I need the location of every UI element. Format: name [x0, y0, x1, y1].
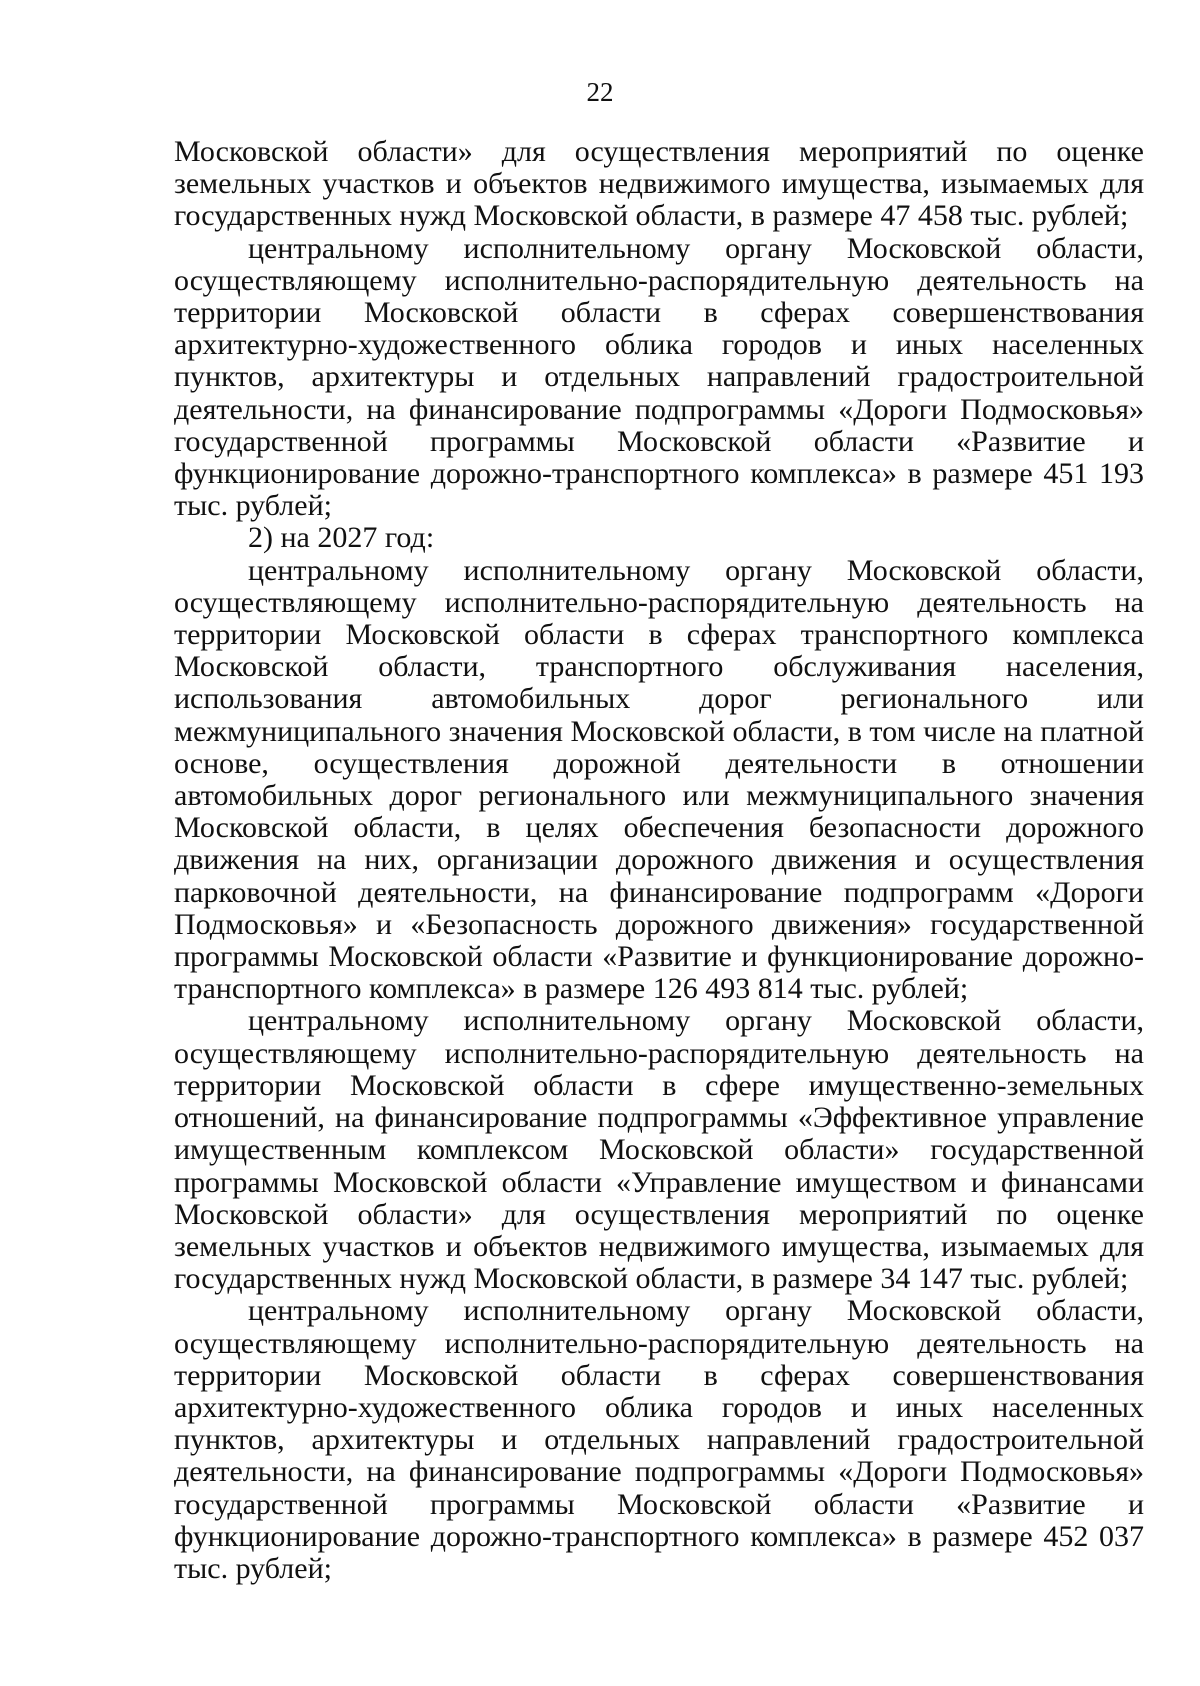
document-body	[174, 136, 1144, 1585]
page-number: 22	[586, 77, 614, 107]
paragraph-year-heading: 2) на 2027 год:	[248, 521, 435, 555]
paragraph-architecture-2026: центральному исполнительному органу Московской области, осуществляющему исполнительно-распорядительную деятельность на территории Московской области в сферах совершенствования архитектурно-художественного облика городов и иных населенных пунктов, архитектуры и отдельных направлений градостроительной деятельности, на финансирование подпрограммы «Дороги Подмосковья» государственной программы Московской области «Развитие и функционирование дорожно-транспортного комплекса» в размере 451 193 тыс. рублей;	[174, 231, 1144, 523]
paragraph-transport-2027: центральному исполнительному органу Московской области, осуществляющему исполнительно-распорядительную деятельность на территории Московской области в сферах транспортного комплекса Московской области, транспортного обслуживания населения, использования автомобильных дорог регионального или межмуниципального значения Московской области, в том числе на платной основе, осуществления дорожной деятельности в отношении автомобильных дорог регионального или межмуниципального значения Московской области, в целях обеспечения безопасности дорожного движения на них, организации дорожного движения и осуществления парковочной деятельности, на финансирование подпрограмм «Дороги Подмосковья» и «Безопасность дорожного движения» государственной программы Московской области «Развитие и функционирование дорожно-транспортного комплекса» в размере 126 493 814 тыс. рублей;	[174, 553, 1144, 1006]
paragraph-architecture-2027: центральному исполнительному органу Московской области, осуществляющему исполнительно-распорядительную деятельность на территории Московской области в сферах совершенствования архитектурно-художественного облика городов и иных населенных пунктов, архитектуры и отдельных направлений градостроительной деятельности, на финансирование подпрограммы «Дороги Подмосковья» государственной программы Московской области «Развитие и функционирование дорожно-транспортного комплекса» в размере 452 037 тыс. рублей;	[174, 1294, 1144, 1585]
paragraph-property-2027: центральному исполнительному органу Московской области, осуществляющему исполнительно-распорядительную деятельность на территории Московской области в сфере имущественно-земельных отношений, на финансирование подпрограммы «Эффективное управление имущественным комплексом Московской области» государственной программы Московской области «Управление имуществом и финансами Московской области» для осуществления мероприятий по оценке земельных участков и объектов недвижимого имущества, изымаемых для государственных нужд Московской области, в размере 34 147 тыс. рублей;	[174, 1004, 1144, 1296]
paragraph-continuation: Московской области» для осуществления мероприятий по оценке земельных участков и объектов недвижимого имущества, изымаемых для государственных нужд Московской области, в размере 47 458 тыс. рублей;	[174, 135, 1144, 233]
